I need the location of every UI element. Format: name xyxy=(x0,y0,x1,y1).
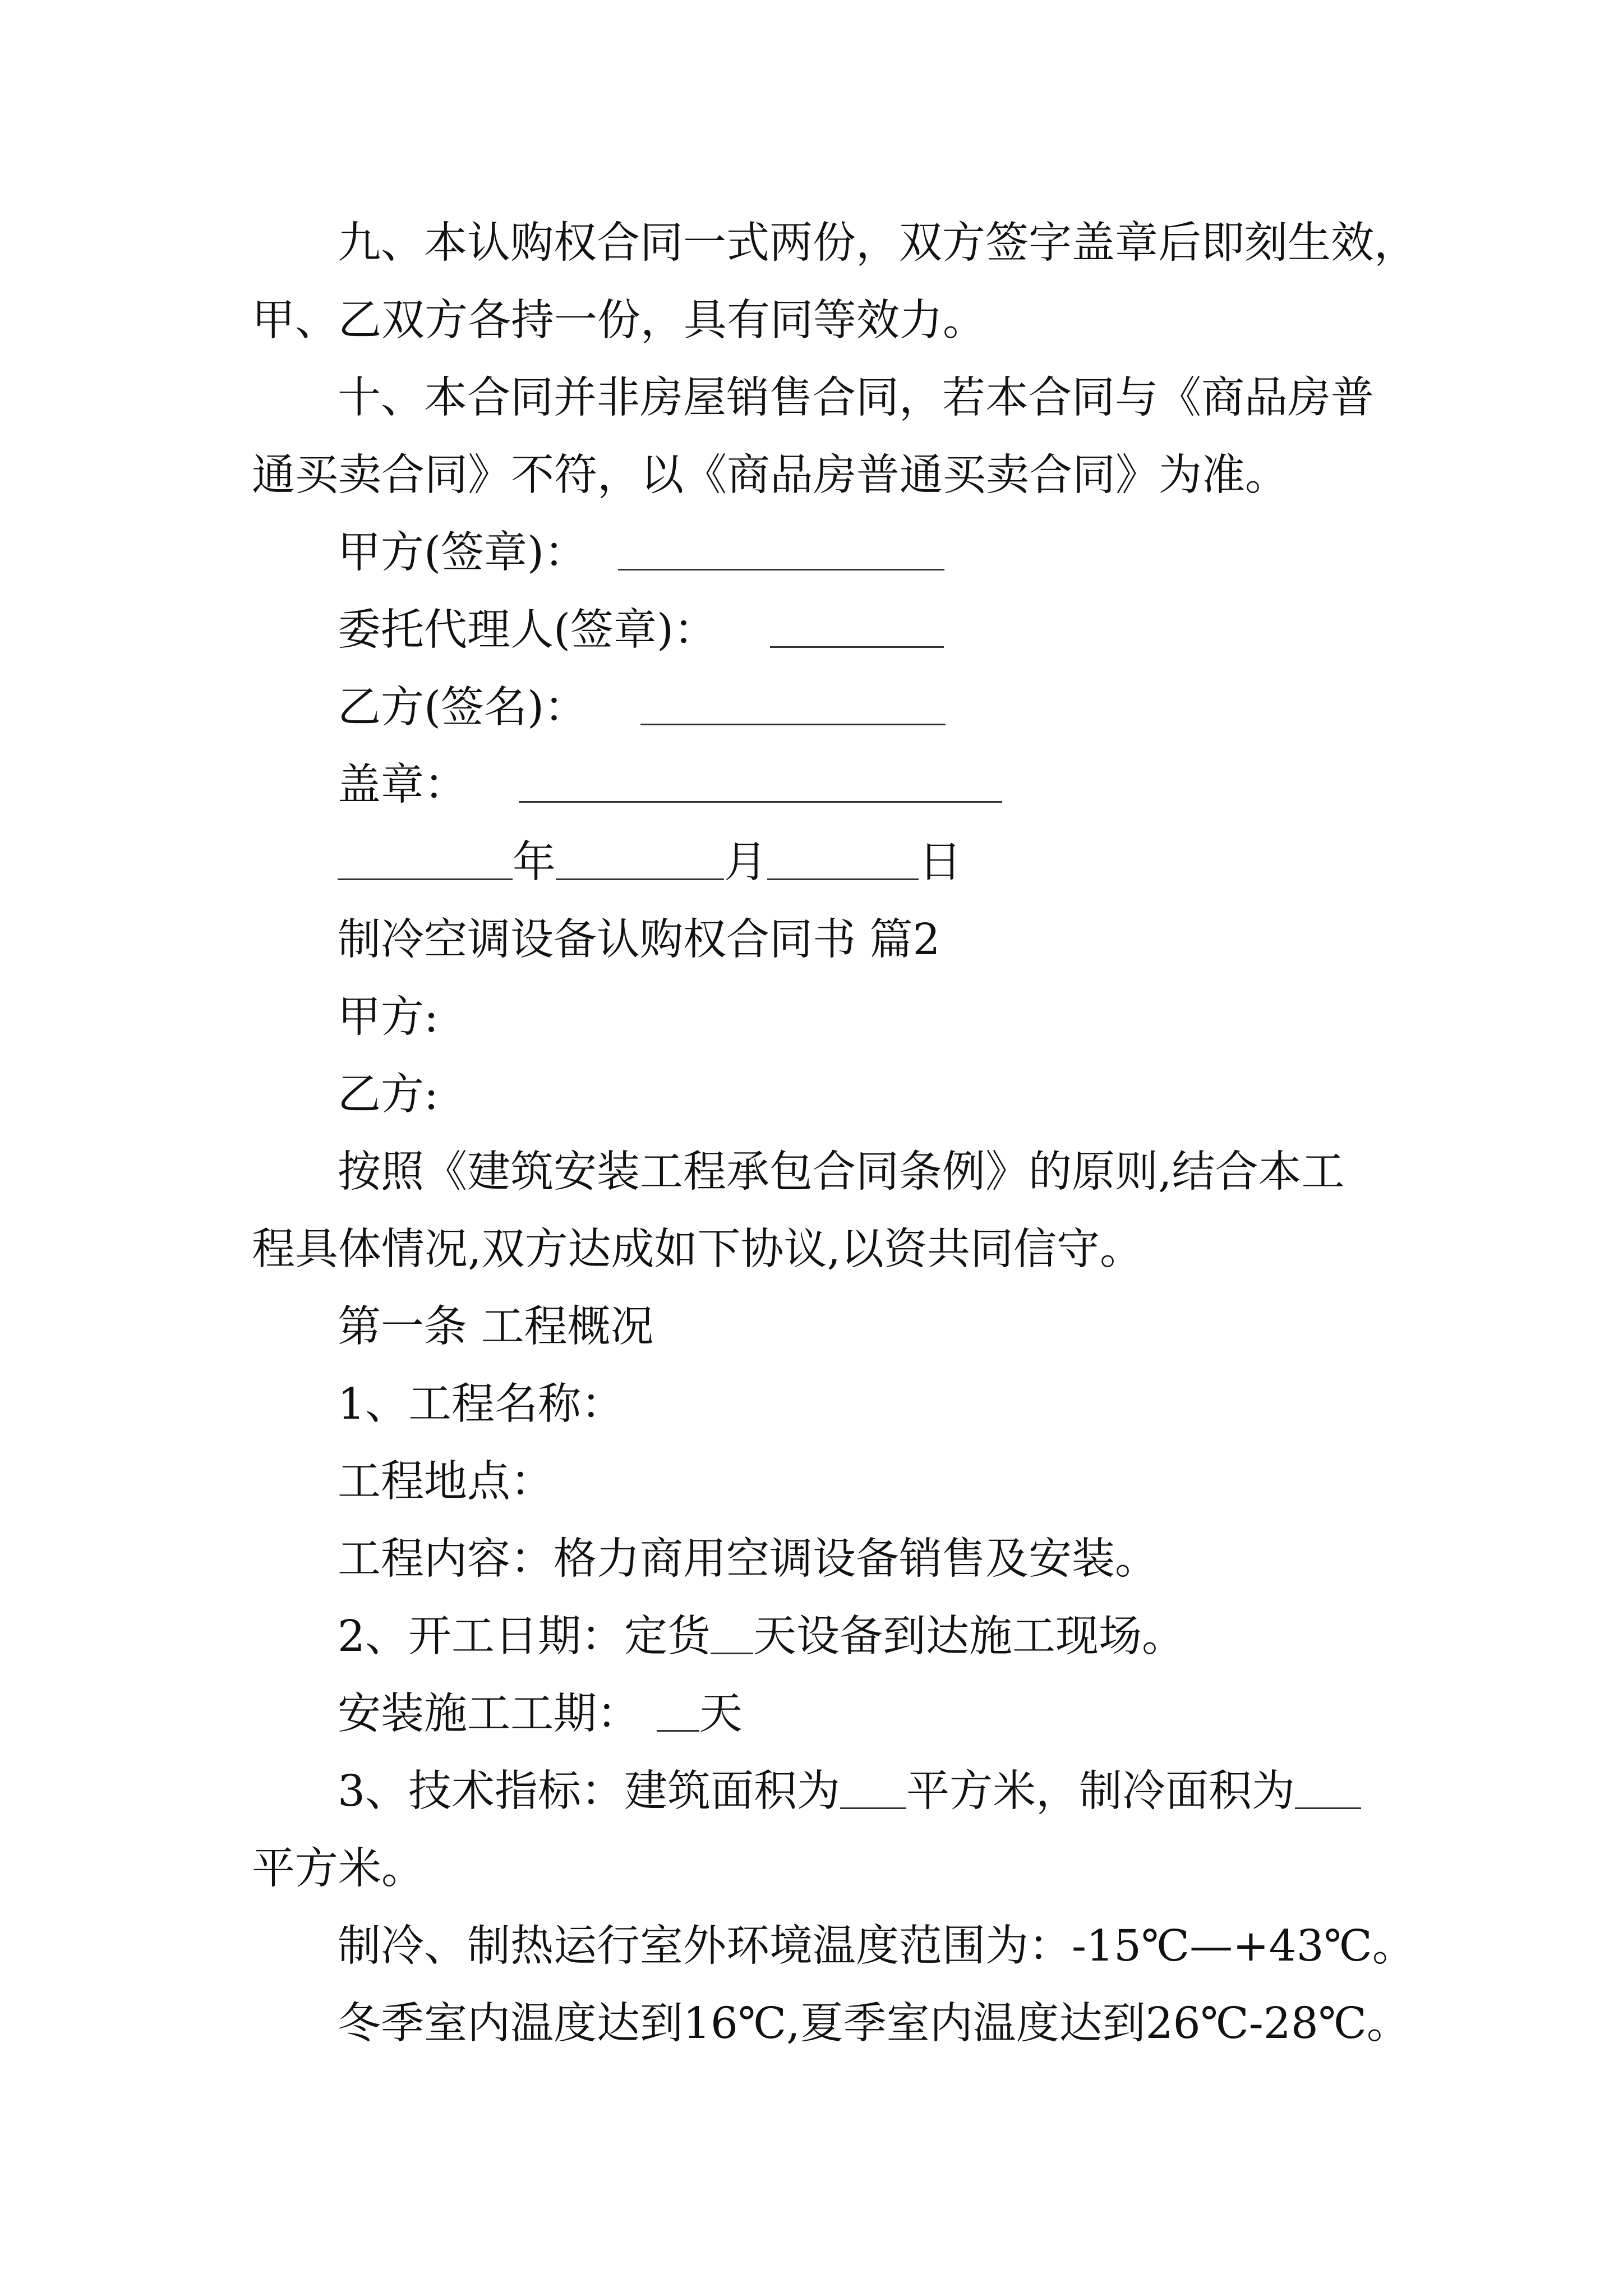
seal-label: 盖章： xyxy=(338,760,467,810)
party-a-signature-label: 甲方(签章)： xyxy=(338,528,588,578)
seal-row xyxy=(338,760,1002,811)
day-blank[interactable] xyxy=(767,878,919,880)
intro-line2: 程具体情况,双方达成如下协议,以资共同信守。 xyxy=(252,1225,1143,1274)
article-1-title: 第一条 工程概况 xyxy=(338,1302,654,1352)
install-period-line xyxy=(338,1688,743,1740)
agent-signature-blank[interactable] xyxy=(770,646,944,648)
clause-9-line2: 甲、乙双方各持一份，具有同等效力。 xyxy=(252,296,986,346)
delivery-days-blank[interactable] xyxy=(711,1653,753,1654)
section-title: 制冷空调设备认购权合同书 篇2 xyxy=(338,915,940,965)
building-area-blank[interactable] xyxy=(840,1807,906,1809)
seal-blank[interactable] xyxy=(519,801,1002,803)
install-period-prefix: 安装施工工期： xyxy=(338,1689,640,1739)
day-label: 日 xyxy=(919,838,962,887)
start-date-line xyxy=(338,1611,1185,1663)
technical-spec-line2: 平方米。 xyxy=(252,1844,425,1894)
install-days-blank[interactable] xyxy=(657,1730,699,1732)
party-a-signature-row xyxy=(338,527,944,579)
technical-spec-line1 xyxy=(338,1766,1361,1818)
year-label: 年 xyxy=(513,838,556,887)
year-blank[interactable] xyxy=(338,878,513,880)
party-a-signature-blank[interactable] xyxy=(618,569,944,570)
agent-signature-label: 委托代理人(签章)： xyxy=(338,605,717,655)
clause-10-line2: 通买卖合同》不符，以《商品房普通买卖合同》为准。 xyxy=(252,450,1288,500)
cooling-area-blank[interactable] xyxy=(1295,1807,1361,1809)
party-b-signature-label: 乙方(签名)： xyxy=(338,683,588,733)
clause-9-line1: 九、本认购权合同一式两份，双方签字盖章后即刻生效， xyxy=(338,218,1417,268)
party-b-signature-row xyxy=(338,682,946,734)
temperature-range-line: 制冷、制热运行室外环境温度范围为：-15℃—+43℃。 xyxy=(338,1921,1415,1971)
party-b-signature-blank[interactable] xyxy=(640,724,946,725)
project-location-line: 工程地点： xyxy=(338,1457,554,1507)
technical-spec-prefix: 3、技术指标：建筑面积为 xyxy=(338,1766,840,1816)
start-date-suffix: 天设备到达施工现场。 xyxy=(753,1612,1185,1662)
month-label: 月 xyxy=(724,838,767,887)
party-a-line: 甲方: xyxy=(338,992,439,1042)
start-date-prefix: 2、开工日期：定货 xyxy=(338,1612,711,1662)
party-b-line: 乙方: xyxy=(338,1070,439,1120)
agent-signature-row xyxy=(338,605,944,656)
clause-10-line1: 十、本合同并非房屋销售合同，若本合同与《商品房普 xyxy=(338,373,1374,423)
month-blank[interactable] xyxy=(556,878,724,880)
technical-spec-middle: 平方米，制冷面积为 xyxy=(906,1766,1295,1816)
project-name-line: 1、工程名称： xyxy=(338,1379,624,1429)
indoor-temperature-line: 冬季室内温度达到16℃,夏季室内温度达到26℃-28℃。 xyxy=(338,1999,1410,2049)
intro-line1: 按照《建筑安装工程承包合同条例》的原则,结合本工 xyxy=(338,1147,1345,1197)
date-row xyxy=(338,837,962,889)
project-content-line: 工程内容：格力商用空调设备销售及安装。 xyxy=(338,1534,1158,1584)
install-period-suffix: 天 xyxy=(699,1689,743,1739)
